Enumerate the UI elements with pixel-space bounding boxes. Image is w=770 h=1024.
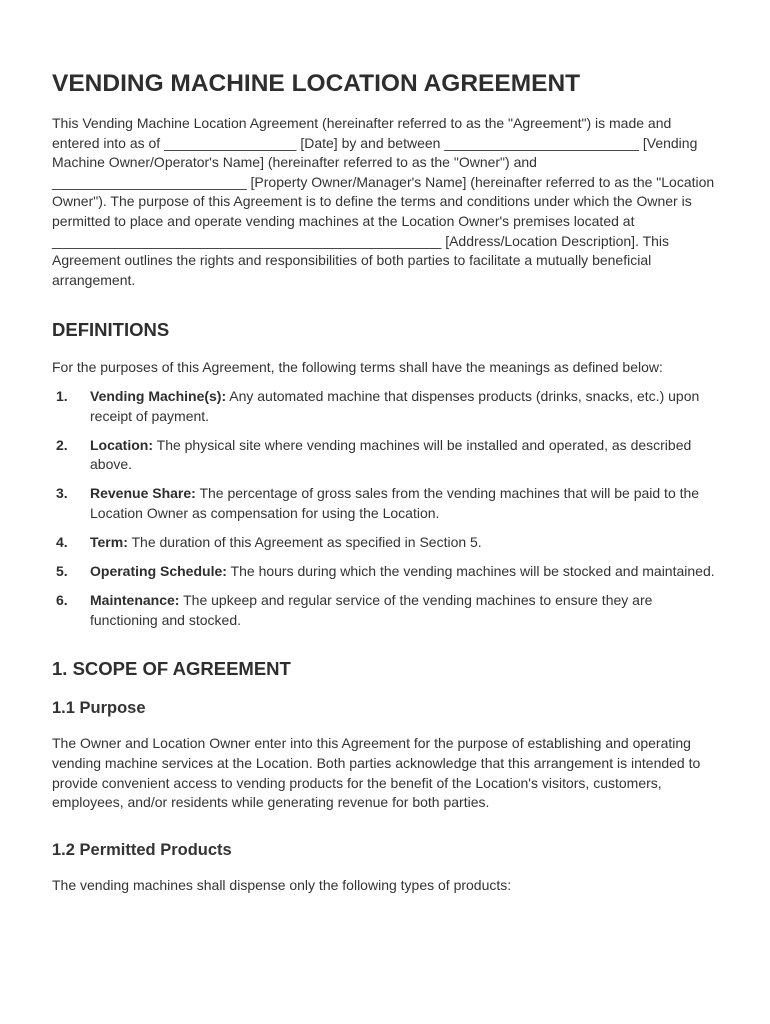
definition-item xyxy=(52,436,720,475)
definition-text: The percentage of gross sales from the vending machines that will be paid to the Location Owner as compensation for using the Location. xyxy=(90,485,700,521)
definition-number: 3. xyxy=(56,485,68,502)
definitions-intro: For the purposes of this Agreement, the following terms shall have the meanings as defined below: xyxy=(52,359,663,376)
definitions-heading: DEFINITIONS xyxy=(52,319,170,341)
definition-number: 5. xyxy=(56,563,68,580)
purpose-subheading: 1.1 Purpose xyxy=(52,699,146,718)
definition-item xyxy=(52,562,720,582)
definition-number: 6. xyxy=(56,592,68,609)
permitted-products-subheading: 1.2 Permitted Products xyxy=(52,840,232,859)
definitions-list xyxy=(52,387,720,630)
definition-number: 4. xyxy=(56,534,68,550)
scope-heading: 1. SCOPE OF AGREEMENT xyxy=(52,658,291,680)
definition-term: Vending Machine(s): xyxy=(90,387,227,404)
definition-term: Operating Schedule: xyxy=(90,563,227,580)
definition-term: Term: xyxy=(90,534,128,550)
definition-item xyxy=(52,533,720,553)
definition-text: The duration of this Agreement as specified in Section 5. xyxy=(127,534,482,550)
definition-item xyxy=(52,484,720,523)
definition-number: 1. xyxy=(56,387,68,404)
definition-term: Location: xyxy=(90,436,153,453)
definition-text: The hours during which the vending machines will be stocked and maintained. xyxy=(226,563,715,580)
document-page xyxy=(52,68,720,895)
definition-item xyxy=(52,591,720,630)
purpose-paragraph: The Owner and Location Owner enter into this Agreement for the purpose of establishing and operating vending machine services at the Location. Both parties acknowledge that this arrangement is intended to provide convenient access to vending products for the benefit of the Location's visitors, customers, employees, and/or residents while generating revenue for both parties. xyxy=(52,735,701,811)
definition-number: 2. xyxy=(56,436,68,453)
definition-term: Maintenance: xyxy=(90,592,180,609)
definition-term: Revenue Share: xyxy=(90,485,196,502)
permitted-products-paragraph: The vending machines shall dispense only the following types of products: xyxy=(52,876,512,893)
definition-text: The upkeep and regular service of the vending machines to ensure they are functioning and stocked. xyxy=(90,592,653,628)
definition-item xyxy=(52,387,720,426)
intro-paragraph: This Vending Machine Location Agreement (hereinafter referred to as the "Agreement") is made and entered into as of _________________ [Date] by and between _________________________ [Vending Machine Owner/Operator's Name] (hereinafter referred to as the "Owner") and _________________________ [Property Owner/Manager's Name] (hereinafter referred to as the "Location Owner"). The purpose of this Agreement is to define the terms and conditions under which the Owner is permitted to place and operate vending machines at the Location Owner's premises located at __________________________________________________ [Address/Location Description]. This Agreement outlines the rights and responsibilities of both parties to facilitate a mutually beneficial arrangement. xyxy=(52,115,715,288)
definition-text: The physical site where vending machines will be installed and operated, as described above. xyxy=(90,436,692,473)
definition-text: Any automated machine that dispenses products (drinks, snacks, etc.) upon receipt of payment. xyxy=(90,387,700,424)
document-title: VENDING MACHINE LOCATION AGREEMENT xyxy=(52,70,581,97)
